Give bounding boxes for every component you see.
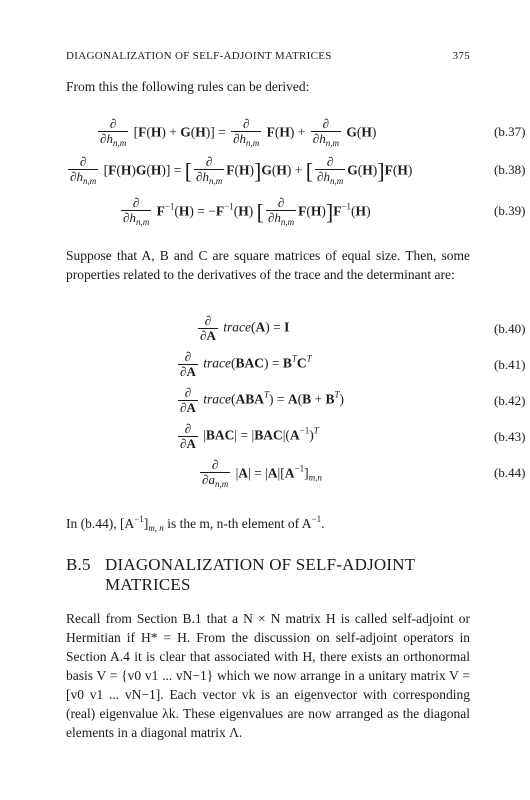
equation-b42-body: $\frac{\partial}{\partial A}$ $trace(ABA^T) = A(B + B^T)$ bbox=[180, 385, 345, 415]
equation-b41 bbox=[66, 349, 526, 379]
note-prefix: In (b.44), [A bbox=[66, 516, 135, 531]
equation-b37-body: $\frac{\partial}{\partial h_{n,m}}$ [F(H) + G(H)] = $\frac{\partial}{\partial h_{n,m}}$ F(H) + $\frac{\partial}{\partial h_{n,m}}$ G(H) bbox=[100, 116, 377, 148]
equation-b37 bbox=[66, 116, 526, 148]
intro-text: From this the following rules can be derived: bbox=[66, 79, 310, 94]
page-number: 375 bbox=[452, 50, 470, 62]
equation-number: (b.39) bbox=[494, 203, 526, 218]
equation-b38-body: $\frac{\partial}{\partial h_{n,m}}$ [F(H)G(H)] = [ $\frac{\partial}{\partial h_{n,m}}$ F(H)]G(H) + [ $\frac{\partial}{\partial h_{n,m}}$ G(H)]F(H) bbox=[70, 154, 413, 186]
paragraph-self-adjoint: Recall from Section B.1 that a N × N matrix H is called self-adjoint or Hermitian if H* = H. From the discussion on self-adjoint operators in Section A.4 it is clear that associated with H, there exists an orthonormal basis V = {v0 v1 ... vN−1} which we now arrange in a unitary matrix V = [v0 v1 ... vN−1]. Each vector vk is an eigenvector with corresponding (real) eigenvalue λk. These eigenvalues are now arranged as the diagonal elements in a diagonal matrix Λ. bbox=[66, 611, 470, 740]
equation-b42 bbox=[66, 385, 526, 415]
paragraph-trace-determinant: Suppose that A, B and C are square matrices of equal size. Then, some properties related to the derivatives of the trace and the determinant are: bbox=[66, 248, 470, 282]
equation-number: (b.40) bbox=[494, 321, 526, 336]
note-suffix: is the m, n-th element of A bbox=[163, 516, 312, 531]
equation-b38 bbox=[66, 154, 526, 186]
equation-number: (b.38) bbox=[494, 162, 526, 177]
running-title: DIAGONALIZATION OF SELF-ADJOINT MATRICES bbox=[66, 50, 332, 62]
equation-b40 bbox=[66, 313, 526, 343]
equation-number: (b.42) bbox=[494, 393, 526, 408]
equation-number: (b.37) bbox=[494, 124, 526, 139]
note-b44: In (b.44), $[A^{-1}]_{m, n}$ is the m, n-th element of $A^{-1}$. bbox=[66, 514, 325, 533]
equation-b41-body: $\frac{\partial}{\partial A}$ trace(BAC) = $B^TC^T$ bbox=[180, 349, 312, 379]
equation-b44 bbox=[66, 457, 526, 489]
equation-b43 bbox=[66, 421, 526, 451]
equation-number: (b.43) bbox=[494, 429, 526, 444]
equation-b40-body: $\frac{\partial}{\partial A}$ trace(A) = I bbox=[200, 313, 290, 343]
equation-number: (b.44) bbox=[494, 465, 526, 480]
equation-b39 bbox=[66, 195, 526, 227]
running-header bbox=[66, 50, 470, 66]
equation-number: (b.41) bbox=[494, 357, 526, 372]
equation-b43-body: $\frac{\partial}{\partial A}$ $|BAC| = |BAC|(A^{-1})^T$ bbox=[180, 421, 319, 451]
equation-b44-body: $\frac{\partial}{\partial a_{n,m}}$ $|A| = |A|[A^{-1}]_{m,n}$ bbox=[202, 457, 322, 489]
section-title: DIAGONALIZATION OF SELF-ADJOINT MATRICES bbox=[105, 555, 415, 594]
equation-b39-body: $\frac{\partial}{\partial h_{n,m}}$ $F^{-1}(H) = -F^{-1}(H)$ [ $\frac{\partial}{\partial h_{n,m}}$ $F(H)]F^{-1}(H)$ bbox=[123, 195, 371, 227]
section-number: B.5 bbox=[66, 555, 91, 574]
